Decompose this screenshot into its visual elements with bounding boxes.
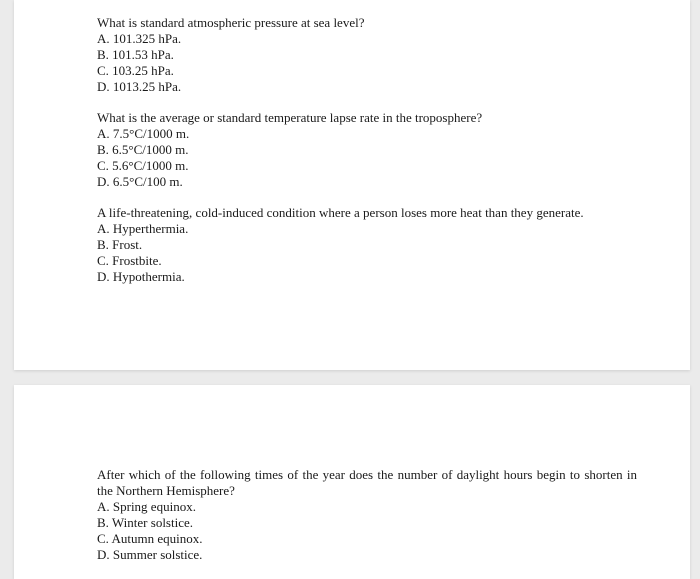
- option-c: C. 103.25 hPa.: [97, 63, 174, 78]
- page-card-2: [14, 385, 690, 579]
- option-d: D. 1013.25 hPa.: [97, 79, 182, 94]
- option-a: A. 7.5°C/1000 m.: [97, 126, 190, 141]
- page-card-1: [14, 0, 690, 370]
- question-text: What is the average or standard temperature lapse rate in the troposphere?: [97, 110, 483, 125]
- option-d: D. 6.5°C/100 m.: [97, 174, 183, 189]
- option-a: A. 101.325 hPa.: [97, 31, 182, 46]
- question-4: [97, 467, 637, 563]
- option-a: A. Spring equinox.: [97, 499, 196, 514]
- question-text: What is standard atmospheric pressure at sea level?: [97, 15, 365, 30]
- option-c: C. Frostbite.: [97, 253, 162, 268]
- option-c: C. Autumn equinox.: [97, 531, 203, 546]
- option-b: B. Frost.: [97, 237, 143, 252]
- option-b: B. Winter solstice.: [97, 515, 194, 530]
- question-text: A life-threatening, cold-induced condition where a person loses more heat than they generate.: [97, 205, 584, 220]
- question-text: After which of the following times of the year does the number of daylight hours begin to shorten in the Northern Hemisphere?: [97, 467, 637, 498]
- option-b: B. 101.53 hPa.: [97, 47, 174, 62]
- question-1: [97, 15, 637, 95]
- question-2: [97, 110, 637, 190]
- question-3: [97, 205, 637, 285]
- option-d: D. Hypothermia.: [97, 269, 185, 284]
- option-a: A. Hyperthermia.: [97, 221, 189, 236]
- option-d: D. Summer solstice.: [97, 547, 203, 562]
- option-b: B. 6.5°C/1000 m.: [97, 142, 189, 157]
- option-c: C. 5.6°C/1000 m.: [97, 158, 189, 173]
